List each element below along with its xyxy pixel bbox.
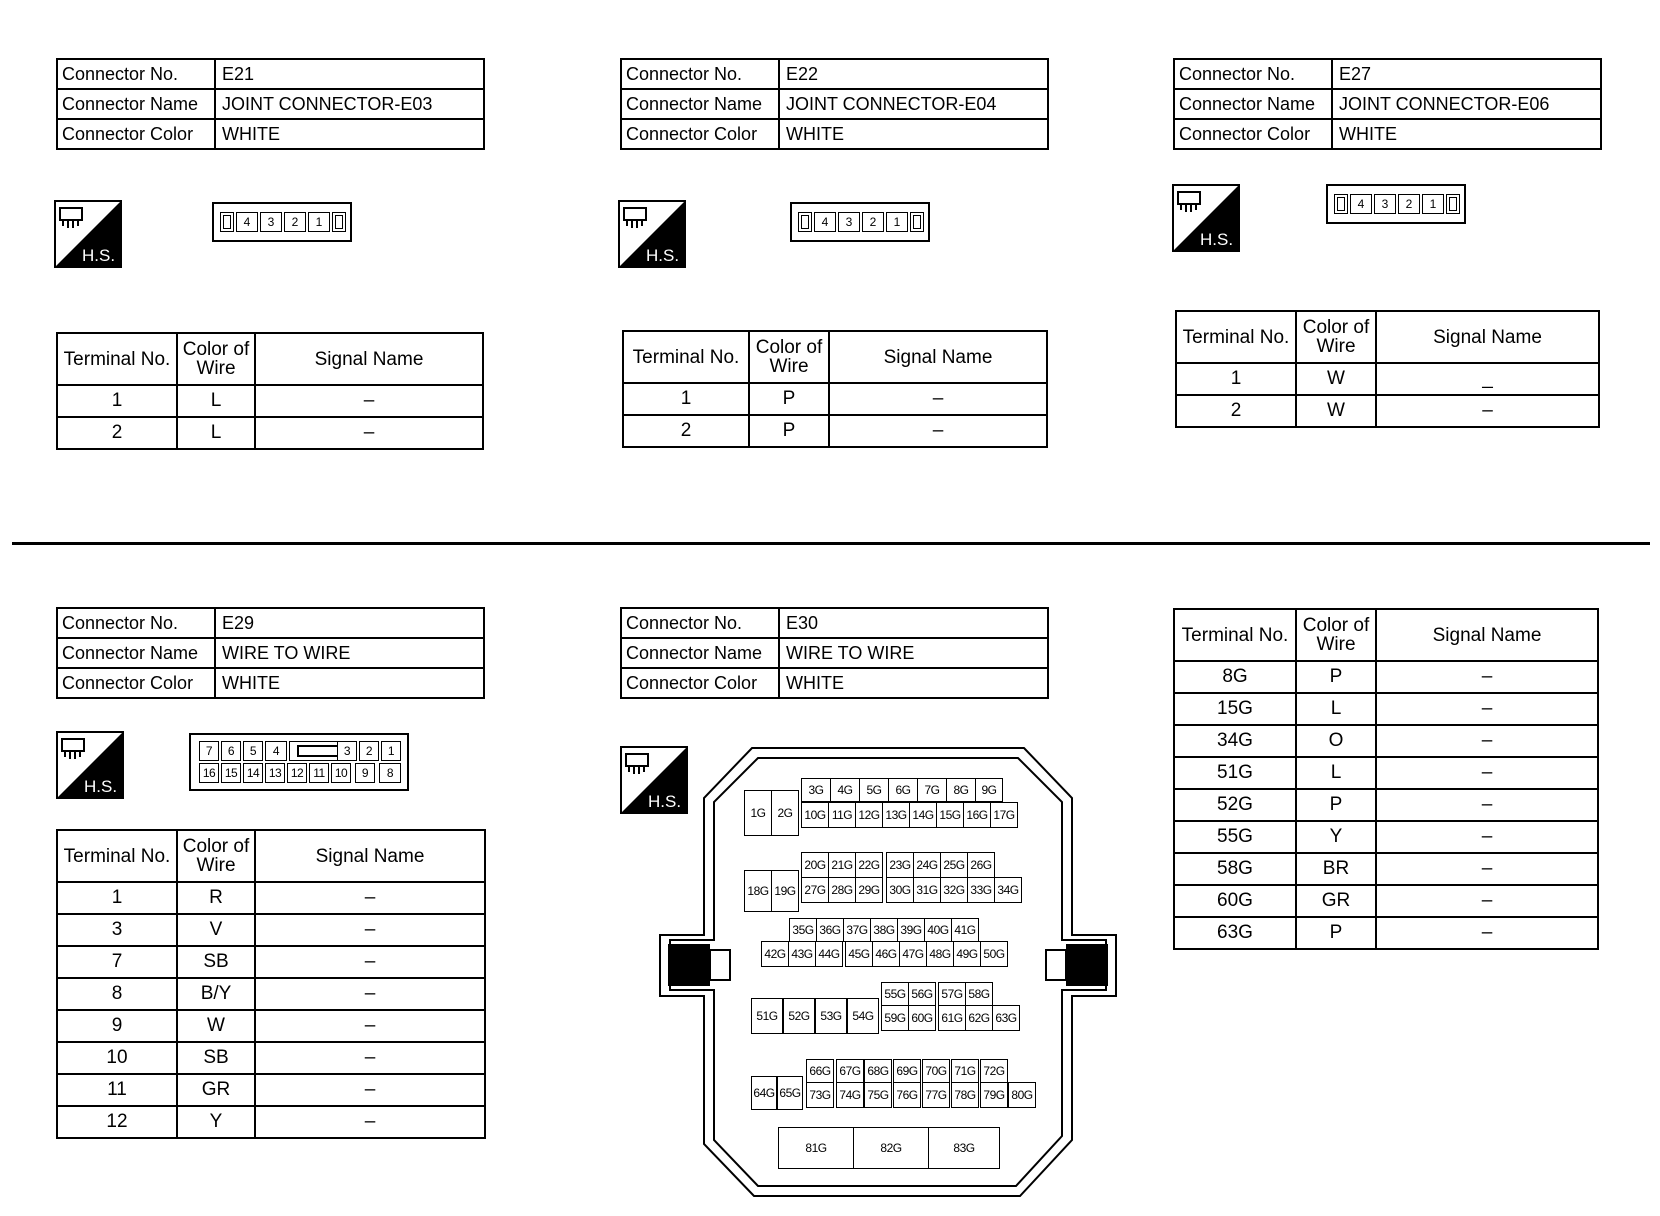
- table-row: 10 SB –: [57, 1042, 485, 1074]
- svg-text:H.S.: H.S.: [1200, 230, 1234, 249]
- pin: 59G: [881, 1005, 909, 1031]
- pin: 76G: [893, 1082, 921, 1108]
- svg-text:H.S.: H.S.: [82, 246, 116, 265]
- connector-info-e29: [56, 607, 485, 699]
- connector-name-value: WIRE TO WIRE: [779, 638, 1048, 668]
- pin: 19G: [771, 870, 799, 912]
- table-row: 7 SB –: [57, 946, 485, 978]
- pin: 83G: [928, 1127, 1000, 1169]
- pin: 16G: [963, 802, 991, 828]
- pin: 41G: [951, 918, 979, 942]
- connector-name-label: Connector Name: [57, 89, 215, 119]
- table-row: 60G GR –: [1174, 885, 1598, 917]
- pin: 81G: [778, 1127, 854, 1169]
- pin: 13G: [882, 802, 910, 828]
- connector-name-label: Connector Name: [621, 89, 779, 119]
- connector-face-e29: [189, 733, 409, 791]
- pin: 6G: [888, 778, 918, 802]
- pin: 38G: [870, 918, 898, 942]
- harness-side-icon: [1172, 184, 1240, 252]
- pin: 10: [331, 763, 351, 783]
- pin: 11: [309, 763, 329, 783]
- pin: 13: [265, 763, 285, 783]
- table-row: 1 P –: [623, 383, 1047, 415]
- pin: 79G: [980, 1082, 1008, 1108]
- table-row: 1 R –: [57, 882, 485, 914]
- pin: 25G: [940, 852, 968, 878]
- connector-info-e27: [1173, 58, 1602, 150]
- terminal-table-e27: [1175, 310, 1600, 428]
- table-row: 8G P –: [1174, 661, 1598, 693]
- pin: 33G: [967, 877, 995, 903]
- pin: 20G: [801, 852, 829, 878]
- pin: 50G: [980, 941, 1008, 967]
- svg-text:H.S.: H.S.: [648, 792, 682, 811]
- pin: 30G: [886, 877, 914, 903]
- connector-face-e27: [1326, 184, 1466, 224]
- table-row: 11 GR –: [57, 1074, 485, 1106]
- pin: 5G: [859, 778, 889, 802]
- pin: 1: [308, 212, 330, 232]
- pin: 23G: [886, 852, 914, 878]
- table-row: 3 V –: [57, 914, 485, 946]
- pin: 1: [886, 212, 908, 232]
- pin: 17G: [990, 802, 1018, 828]
- pin: 75G: [864, 1082, 892, 1108]
- pin: 1: [381, 741, 401, 761]
- pin: 12: [287, 763, 307, 783]
- pin: 3: [838, 212, 860, 232]
- pin: 3G: [801, 778, 831, 802]
- pin: 77G: [922, 1082, 950, 1108]
- connector-name-value: WIRE TO WIRE: [215, 638, 484, 668]
- pin: 9G: [975, 778, 1003, 802]
- pin: 2G: [771, 790, 799, 836]
- pin: 44G: [815, 941, 843, 967]
- connector-name-label: Connector Name: [1174, 89, 1332, 119]
- pin: 80G: [1008, 1082, 1036, 1108]
- connector-color-label: Connector Color: [57, 668, 215, 698]
- pin: 28G: [828, 877, 856, 903]
- signal-name-header: Signal Name: [829, 331, 1047, 383]
- pin: 62G: [965, 1005, 993, 1031]
- table-row: 1 L –: [57, 385, 483, 417]
- table-row: 2 L –: [57, 417, 483, 449]
- pin: 5: [243, 741, 263, 761]
- pin: 3: [1374, 194, 1396, 214]
- pin: 2: [359, 741, 379, 761]
- connector-name-label: Connector Name: [57, 638, 215, 668]
- pin: 8G: [946, 778, 976, 802]
- pin: 61G: [938, 1005, 966, 1031]
- connector-no-value: E30: [779, 608, 1048, 638]
- pin: 8: [379, 763, 401, 783]
- table-row: 2 P –: [623, 415, 1047, 447]
- terminal-table-e21: [56, 332, 484, 450]
- color-of-wire-header: Color of Wire: [1296, 609, 1376, 661]
- pin: 6: [221, 741, 241, 761]
- pin: 7G: [917, 778, 947, 802]
- pin: 54G: [847, 998, 879, 1034]
- terminal-no-header: Terminal No.: [57, 333, 177, 385]
- pin: 73G: [806, 1082, 834, 1108]
- section-divider: [12, 542, 1650, 545]
- color-of-wire-header: Color of Wire: [177, 333, 255, 385]
- pin: 11G: [828, 802, 856, 828]
- terminal-table-e29: [56, 829, 486, 1139]
- pin: 4: [814, 212, 836, 232]
- pin: 72G: [980, 1059, 1008, 1083]
- connector-name-value: JOINT CONNECTOR-E03: [215, 89, 484, 119]
- connector-no-label: Connector No.: [621, 59, 779, 89]
- connector-no-value: E27: [1332, 59, 1601, 89]
- table-row: 1 W _: [1176, 363, 1599, 395]
- connector-color-value: WHITE: [215, 668, 484, 698]
- connector-color-label: Connector Color: [621, 119, 779, 149]
- pin: 57G: [938, 982, 966, 1006]
- connector-face-e21: [212, 202, 352, 242]
- pin: 2: [862, 212, 884, 232]
- pin: 9: [355, 763, 375, 783]
- pin: 51G: [751, 998, 783, 1034]
- pin: 18G: [744, 870, 772, 912]
- connector-name-label: Connector Name: [621, 638, 779, 668]
- pin: 15: [221, 763, 241, 783]
- pin: 78G: [951, 1082, 979, 1108]
- pin: 22G: [855, 852, 883, 878]
- signal-name-header: Signal Name: [1376, 311, 1599, 363]
- pin: 56G: [908, 982, 936, 1006]
- pin: 46G: [872, 941, 900, 967]
- connector-info-e22: [620, 58, 1049, 150]
- harness-side-icon: [618, 200, 686, 268]
- table-row: 52G P –: [1174, 789, 1598, 821]
- connector-name-value: JOINT CONNECTOR-E06: [1332, 89, 1601, 119]
- pin: 37G: [843, 918, 871, 942]
- connector-no-label: Connector No.: [57, 608, 215, 638]
- pin: 66G: [806, 1059, 834, 1083]
- pin: 52G: [783, 998, 815, 1034]
- pin: 4G: [830, 778, 860, 802]
- pin: 48G: [926, 941, 954, 967]
- table-row: 58G BR –: [1174, 853, 1598, 885]
- pin: 43G: [788, 941, 816, 967]
- pin: 24G: [913, 852, 941, 878]
- pin: 67G: [836, 1059, 864, 1083]
- pin: 68G: [864, 1059, 892, 1083]
- table-row: 9 W –: [57, 1010, 485, 1042]
- pin: 14G: [909, 802, 937, 828]
- pin: 39G: [897, 918, 925, 942]
- color-of-wire-header: Color of Wire: [1296, 311, 1376, 363]
- pin: 74G: [836, 1082, 864, 1108]
- pin: 82G: [853, 1127, 929, 1169]
- pin: 10G: [801, 802, 829, 828]
- connector-name-value: JOINT CONNECTOR-E04: [779, 89, 1048, 119]
- signal-name-header: Signal Name: [1376, 609, 1598, 661]
- pin: 7: [199, 741, 219, 761]
- color-of-wire-header: Color of Wire: [749, 331, 829, 383]
- pin: 4: [236, 212, 258, 232]
- svg-text:H.S.: H.S.: [84, 777, 118, 796]
- connector-face-e22: [790, 202, 930, 242]
- pin: 26G: [967, 852, 995, 878]
- pin: 16: [199, 763, 219, 783]
- pin: 36G: [816, 918, 844, 942]
- pin: 65G: [777, 1076, 803, 1110]
- connector-color-value: WHITE: [215, 119, 484, 149]
- pin: 27G: [801, 877, 829, 903]
- table-row: 63G P –: [1174, 917, 1598, 949]
- pin: 70G: [922, 1059, 950, 1083]
- terminal-no-header: Terminal No.: [57, 830, 177, 882]
- pin: 45G: [845, 941, 873, 967]
- terminal-no-header: Terminal No.: [1174, 609, 1296, 661]
- connector-info-e21: [56, 58, 485, 150]
- pin: 49G: [953, 941, 981, 967]
- connector-color-label: Connector Color: [57, 119, 215, 149]
- connector-no-value: E21: [215, 59, 484, 89]
- terminal-no-header: Terminal No.: [623, 331, 749, 383]
- connector-color-label: Connector Color: [621, 668, 779, 698]
- pin: 3: [260, 212, 282, 232]
- color-of-wire-header: Color of Wire: [177, 830, 255, 882]
- terminal-table-e22: [622, 330, 1048, 448]
- pin: 40G: [924, 918, 952, 942]
- pin: 63G: [992, 1005, 1020, 1031]
- pin: 32G: [940, 877, 968, 903]
- table-row: 34G O –: [1174, 725, 1598, 757]
- pin: 31G: [913, 877, 941, 903]
- connector-color-label: Connector Color: [1174, 119, 1332, 149]
- pin: 29G: [855, 877, 883, 903]
- pin: 1G: [744, 790, 772, 836]
- pin: 71G: [951, 1059, 979, 1083]
- pin: 14: [243, 763, 263, 783]
- table-row: 15G L –: [1174, 693, 1598, 725]
- connector-info-e30: [620, 607, 1049, 699]
- pin: 2: [284, 212, 306, 232]
- harness-side-icon: [54, 200, 122, 268]
- table-row: 51G L –: [1174, 757, 1598, 789]
- pin: 3: [337, 741, 357, 761]
- table-row: 12 Y –: [57, 1106, 485, 1138]
- table-row: 8 B/Y –: [57, 978, 485, 1010]
- pin: 34G: [994, 877, 1022, 903]
- signal-name-header: Signal Name: [255, 830, 485, 882]
- connector-color-value: WHITE: [779, 668, 1048, 698]
- pin: 60G: [908, 1005, 936, 1031]
- table-row: 55G Y –: [1174, 821, 1598, 853]
- connector-no-value: E29: [215, 608, 484, 638]
- pin: 35G: [789, 918, 817, 942]
- harness-side-icon: [56, 731, 124, 799]
- pin: 42G: [761, 941, 789, 967]
- pin: 12G: [855, 802, 883, 828]
- connector-no-label: Connector No.: [621, 608, 779, 638]
- pin: 2: [1398, 194, 1420, 214]
- terminal-table-e30: [1173, 608, 1599, 950]
- pin: 47G: [899, 941, 927, 967]
- connector-color-value: WHITE: [1332, 119, 1601, 149]
- connector-no-label: Connector No.: [57, 59, 215, 89]
- pin: 69G: [893, 1059, 921, 1083]
- table-row: 2 W –: [1176, 395, 1599, 427]
- pin: 21G: [828, 852, 856, 878]
- pin: 53G: [815, 998, 847, 1034]
- pin: 55G: [881, 982, 909, 1006]
- svg-text:H.S.: H.S.: [646, 246, 680, 265]
- pin: 4: [1350, 194, 1372, 214]
- pin: 1: [1422, 194, 1444, 214]
- terminal-no-header: Terminal No.: [1176, 311, 1296, 363]
- pin: 58G: [965, 982, 993, 1006]
- connector-no-value: E22: [779, 59, 1048, 89]
- pin: 4: [265, 741, 287, 761]
- connector-color-value: WHITE: [779, 119, 1048, 149]
- pin: 15G: [936, 802, 964, 828]
- pin: 64G: [751, 1076, 777, 1110]
- signal-name-header: Signal Name: [255, 333, 483, 385]
- connector-no-label: Connector No.: [1174, 59, 1332, 89]
